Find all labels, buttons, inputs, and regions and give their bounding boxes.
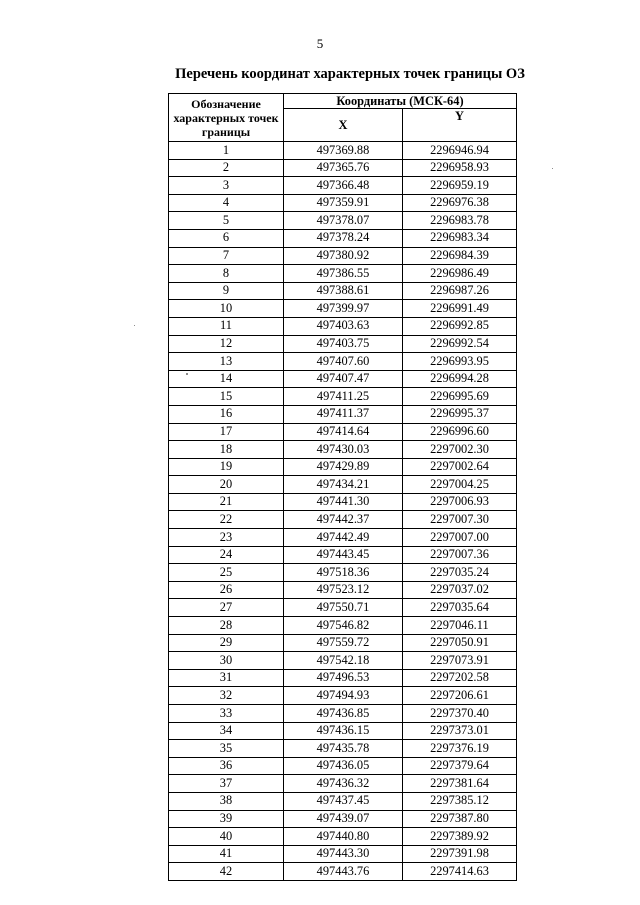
point-number: 29	[169, 634, 284, 652]
x-value: 497546.82	[284, 617, 403, 635]
x-value: 497442.49	[284, 529, 403, 547]
x-value: 497559.72	[284, 634, 403, 652]
y-value: 2296984.39	[403, 247, 517, 265]
table-row	[169, 757, 517, 775]
table-row	[169, 493, 517, 511]
table-row	[169, 194, 517, 212]
point-number: 36	[169, 757, 284, 775]
x-value: 497403.63	[284, 317, 403, 335]
y-value: 2297007.36	[403, 546, 517, 564]
point-number: 1	[169, 142, 284, 160]
table-row	[169, 775, 517, 793]
x-value: 497434.21	[284, 476, 403, 494]
point-number: 25	[169, 564, 284, 582]
x-value: 497494.93	[284, 687, 403, 705]
table-row	[169, 546, 517, 564]
table-row	[169, 317, 517, 335]
header-y: Y	[403, 109, 517, 142]
point-number: 30	[169, 652, 284, 670]
y-value: 2297050.91	[403, 634, 517, 652]
point-number: 6	[169, 229, 284, 247]
y-value: 2297370.40	[403, 705, 517, 723]
point-number: 24	[169, 546, 284, 564]
y-value: 2296986.49	[403, 265, 517, 283]
point-number: 9	[169, 282, 284, 300]
y-value: 2297381.64	[403, 775, 517, 793]
x-value: 497439.07	[284, 810, 403, 828]
point-number: 26	[169, 581, 284, 599]
point-number: 12	[169, 335, 284, 353]
table-row	[169, 792, 517, 810]
x-value: 497443.76	[284, 863, 403, 881]
coordinates-table	[168, 93, 517, 881]
y-value: 2297202.58	[403, 669, 517, 687]
y-value: 2296946.94	[403, 142, 517, 160]
x-value: 497359.91	[284, 194, 403, 212]
x-value: 497437.45	[284, 792, 403, 810]
x-value: 497542.18	[284, 652, 403, 670]
table-row	[169, 669, 517, 687]
table-row	[169, 142, 517, 160]
table-row	[169, 282, 517, 300]
point-number: 39	[169, 810, 284, 828]
y-value: 2297035.24	[403, 564, 517, 582]
x-value: 497496.53	[284, 669, 403, 687]
table-row	[169, 828, 517, 846]
table-row	[169, 441, 517, 459]
x-value: 497386.55	[284, 265, 403, 283]
point-number: 41	[169, 845, 284, 863]
table-row	[169, 740, 517, 758]
table-body	[169, 142, 517, 881]
x-value: 497407.60	[284, 353, 403, 371]
point-number: 31	[169, 669, 284, 687]
table-row	[169, 229, 517, 247]
table-row	[169, 863, 517, 881]
y-value: 2297046.11	[403, 617, 517, 635]
point-number: 20	[169, 476, 284, 494]
y-value: 2296983.34	[403, 229, 517, 247]
y-value: 2296996.60	[403, 423, 517, 441]
y-value: 2296993.95	[403, 353, 517, 371]
y-value: 2296994.28	[403, 370, 517, 388]
point-number: 16	[169, 405, 284, 423]
point-number: 14	[169, 370, 284, 388]
table-row	[169, 159, 517, 177]
table-row	[169, 687, 517, 705]
y-value: 2297414.63	[403, 863, 517, 881]
x-value: 497388.61	[284, 282, 403, 300]
point-number: 37	[169, 775, 284, 793]
y-value: 2297379.64	[403, 757, 517, 775]
x-value: 497411.25	[284, 388, 403, 406]
point-number: 42	[169, 863, 284, 881]
point-number: 5	[169, 212, 284, 230]
scan-speck	[134, 325, 135, 326]
y-value: 2297389.92	[403, 828, 517, 846]
point-number: 15	[169, 388, 284, 406]
y-value: 2297073.91	[403, 652, 517, 670]
x-value: 497378.24	[284, 229, 403, 247]
header-x: X	[284, 109, 403, 142]
x-value: 497441.30	[284, 493, 403, 511]
scan-speck	[186, 373, 188, 375]
point-number: 38	[169, 792, 284, 810]
point-number: 21	[169, 493, 284, 511]
x-value: 497414.64	[284, 423, 403, 441]
table-row	[169, 247, 517, 265]
x-value: 497430.03	[284, 441, 403, 459]
y-value: 2297376.19	[403, 740, 517, 758]
x-value: 497365.76	[284, 159, 403, 177]
table-row	[169, 617, 517, 635]
document-title: Перечень координат характерных точек границы ОЗ	[175, 66, 525, 82]
table-row	[169, 705, 517, 723]
y-value: 2297007.30	[403, 511, 517, 529]
x-value: 497380.92	[284, 247, 403, 265]
point-number: 11	[169, 317, 284, 335]
x-value: 497550.71	[284, 599, 403, 617]
table-row	[169, 353, 517, 371]
x-value: 497523.12	[284, 581, 403, 599]
x-value: 497435.78	[284, 740, 403, 758]
point-number: 23	[169, 529, 284, 547]
x-value: 497442.37	[284, 511, 403, 529]
y-value: 2296992.54	[403, 335, 517, 353]
table-row	[169, 388, 517, 406]
table-row	[169, 370, 517, 388]
point-number: 3	[169, 177, 284, 195]
y-value: 2296995.69	[403, 388, 517, 406]
table-row	[169, 845, 517, 863]
point-number: 17	[169, 423, 284, 441]
x-value: 497407.47	[284, 370, 403, 388]
table-row	[169, 564, 517, 582]
table-row	[169, 581, 517, 599]
page-number: 5	[316, 36, 324, 51]
y-value: 2297385.12	[403, 792, 517, 810]
x-value: 497369.88	[284, 142, 403, 160]
y-value: 2297006.93	[403, 493, 517, 511]
y-value: 2297391.98	[403, 845, 517, 863]
table-row	[169, 529, 517, 547]
point-number: 2	[169, 159, 284, 177]
y-value: 2297002.64	[403, 458, 517, 476]
table-row	[169, 599, 517, 617]
y-value: 2296987.26	[403, 282, 517, 300]
y-value: 2296992.85	[403, 317, 517, 335]
table-row	[169, 476, 517, 494]
table-row	[169, 265, 517, 283]
point-number: 33	[169, 705, 284, 723]
x-value: 497403.75	[284, 335, 403, 353]
y-value: 2297004.25	[403, 476, 517, 494]
x-value: 497378.07	[284, 212, 403, 230]
x-value: 497443.30	[284, 845, 403, 863]
header-coordinates: Координаты (МСК-64)	[284, 94, 517, 109]
table-row	[169, 423, 517, 441]
point-number: 18	[169, 441, 284, 459]
x-value: 497436.85	[284, 705, 403, 723]
y-value: 2296991.49	[403, 300, 517, 318]
y-value: 2296959.19	[403, 177, 517, 195]
point-number: 8	[169, 265, 284, 283]
point-number: 28	[169, 617, 284, 635]
table-row	[169, 810, 517, 828]
point-number: 35	[169, 740, 284, 758]
table-row	[169, 212, 517, 230]
scan-speck	[552, 168, 553, 169]
point-number: 4	[169, 194, 284, 212]
point-number: 27	[169, 599, 284, 617]
y-value: 2296995.37	[403, 405, 517, 423]
y-value: 2296983.78	[403, 212, 517, 230]
header-point-designation: Обозначение характерных точек границы	[169, 94, 284, 142]
x-value: 497440.80	[284, 828, 403, 846]
point-number: 10	[169, 300, 284, 318]
point-number: 22	[169, 511, 284, 529]
y-value: 2297373.01	[403, 722, 517, 740]
x-value: 497366.48	[284, 177, 403, 195]
table-row	[169, 652, 517, 670]
x-value: 497411.37	[284, 405, 403, 423]
x-value: 497436.05	[284, 757, 403, 775]
table-row	[169, 335, 517, 353]
table-row	[169, 405, 517, 423]
y-value: 2297007.00	[403, 529, 517, 547]
point-number: 40	[169, 828, 284, 846]
x-value: 497443.45	[284, 546, 403, 564]
table-row	[169, 300, 517, 318]
table-row	[169, 722, 517, 740]
point-number: 32	[169, 687, 284, 705]
table-row	[169, 458, 517, 476]
y-value: 2297206.61	[403, 687, 517, 705]
x-value: 497436.15	[284, 722, 403, 740]
point-number: 7	[169, 247, 284, 265]
table-row	[169, 511, 517, 529]
x-value: 497518.36	[284, 564, 403, 582]
point-number: 34	[169, 722, 284, 740]
y-value: 2297002.30	[403, 441, 517, 459]
y-value: 2297035.64	[403, 599, 517, 617]
point-number: 19	[169, 458, 284, 476]
y-value: 2297387.80	[403, 810, 517, 828]
x-value: 497399.97	[284, 300, 403, 318]
x-value: 497429.89	[284, 458, 403, 476]
table-row	[169, 177, 517, 195]
point-number: 13	[169, 353, 284, 371]
y-value: 2296958.93	[403, 159, 517, 177]
y-value: 2297037.02	[403, 581, 517, 599]
x-value: 497436.32	[284, 775, 403, 793]
y-value: 2296976.38	[403, 194, 517, 212]
table-row	[169, 634, 517, 652]
